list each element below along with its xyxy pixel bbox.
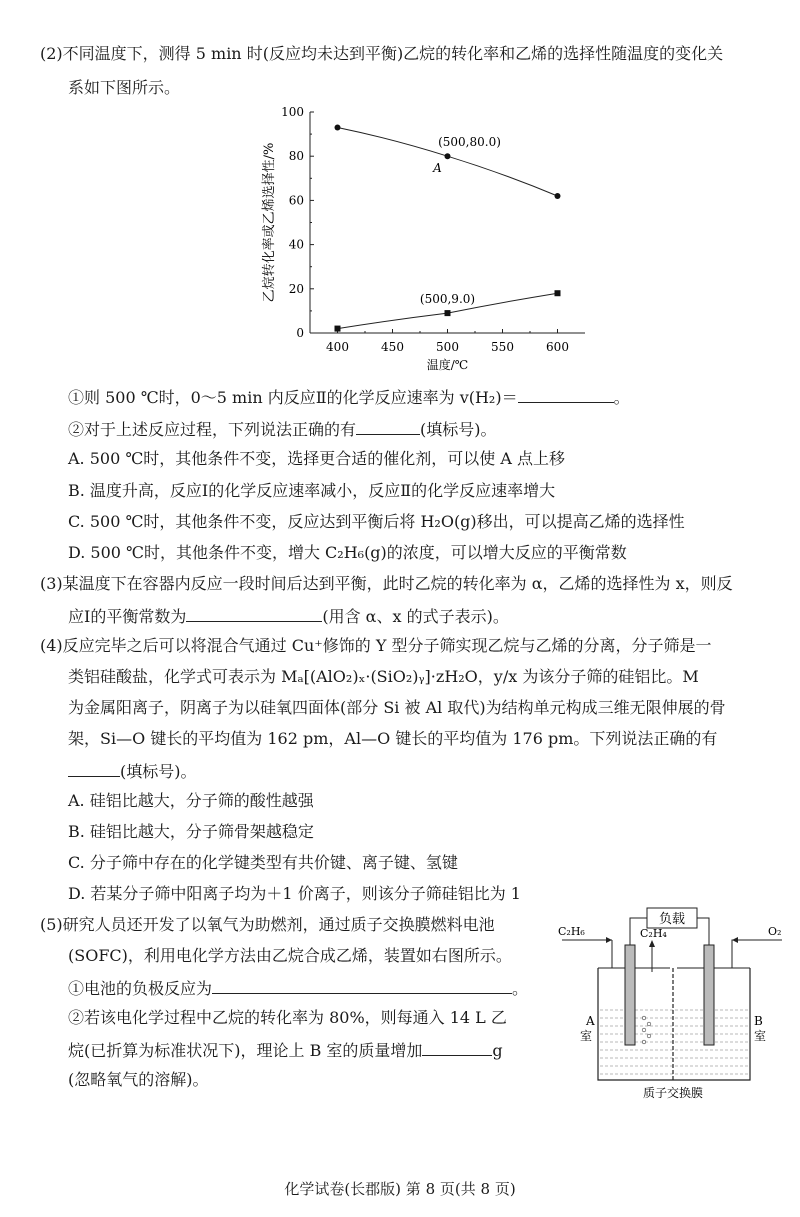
right-wire [697, 918, 709, 945]
o2-arrow [732, 937, 738, 943]
q5-sub1-answer-blank[interactable] [212, 975, 512, 994]
x-tick-label: 500 [436, 340, 459, 354]
data-point-square [445, 310, 451, 316]
room-a-letter: A [586, 1014, 595, 1028]
electrode-a [625, 945, 635, 1045]
chart-ticks [281, 105, 569, 354]
q2-sub1-answer-blank[interactable] [518, 384, 614, 403]
q5-sub2-text: 烷(已折算为标准状况下)，理论上 B 室的质量增加 [68, 1041, 423, 1060]
c2h6-label: C₂H₆ [558, 925, 585, 938]
annotation-conversion-coords: (500,9.0) [419, 292, 476, 307]
q5-sub2-line3: (忽略氧气的溶解)。 [68, 1070, 209, 1089]
y-tick-label: 40 [288, 237, 304, 252]
y-axis-title: 乙烷转化率或乙烯选择性/% [262, 142, 277, 303]
y-tick-label: 0 [296, 326, 304, 340]
q3-end: (用含 α、x 的式子表示)。 [322, 607, 509, 626]
q2-sub1-end: 。 [613, 388, 630, 407]
q4-option-c: C. 分子筛中存在的化学键类型有共价键、离子键、氢键 [68, 853, 458, 872]
q2-option-b: B. 温度升高，反应Ⅰ的化学反应速率减小，反应Ⅱ的化学反应速率增大 [68, 481, 556, 500]
y-tick-label: 80 [288, 149, 304, 164]
x-tick-label: 550 [491, 340, 514, 354]
x-axis-title: 温度/℃ [426, 358, 469, 372]
electrode-b [704, 945, 714, 1045]
q4-stem-line4: 架，Si—O 键长的平均值为 162 pm，Al—O 键长的平均值为 176 pm。下列说法正确的有 [68, 729, 718, 748]
data-point-square [335, 326, 341, 332]
q2-option-d: D. 500 ℃时，其他条件不变，增大 C₂H₆(g)的浓度，可以增大反应的平衡常数 [68, 543, 627, 562]
q5-sub1-text: ①电池的负极反应为 [68, 979, 213, 998]
q3-answer-blank[interactable] [186, 603, 322, 622]
q2-sub2-text: ②对于上述反应过程，下列说法正确的有 [68, 420, 357, 439]
load-label: 负载 [658, 912, 686, 927]
c2h4-arrow [649, 940, 655, 947]
q2-sub2-answer-blank[interactable] [356, 416, 420, 435]
q4-answer-blank[interactable] [68, 758, 120, 777]
q5-stem-line2: (SOFC)，利用电化学方法由乙烷合成乙烯，装置如右图所示。 [68, 946, 512, 965]
room-b-letter: B [754, 1014, 763, 1028]
q2-stem-line1: (2)不同温度下，测得 5 min 时(反应均未达到平衡)乙烷的转化率和乙烯的选择性随温度的变化关 [40, 44, 724, 63]
x-tick-label: 400 [326, 340, 349, 354]
q2-stem-line2: 系如下图所示。 [68, 78, 181, 97]
q2-option-a: A. 500 ℃时，其他条件不变，选择更合适的催化剂，可以使 A 点上移 [68, 449, 565, 468]
q5-sub2-answer-blank[interactable] [422, 1037, 492, 1056]
q5-sub1-end: 。 [512, 979, 529, 998]
annotation-point-a-coords: (500,80.0) [438, 135, 501, 150]
q2-option-c: C. 500 ℃时，其他条件不变，反应达到平衡后将 H₂O(g)移出，可以提高乙烯的选择性 [68, 512, 685, 531]
q3-text: 应Ⅰ的平衡常数为 [68, 607, 187, 626]
conversion-selectivity-chart [255, 100, 600, 375]
y-tick-label: 60 [288, 193, 304, 208]
c2h4-label: C₂H₄ [640, 927, 667, 940]
q2-sub1 [68, 384, 630, 410]
q4-stem-line3: 为金属阳离子，阴离子为以硅氧四面体(部分 Si 被 Al 取代)为结构单元构成三维无限伸展的骨 [68, 698, 726, 717]
data-point-circle [445, 153, 451, 159]
q5-sub1 [68, 975, 528, 1001]
q4-option-b: B. 硅铝比越大，分子筛骨架越稳定 [68, 822, 314, 841]
q2-sub1-text: ①则 500 ℃时，0～5 min 内反应Ⅱ的化学反应速率为 v(H₂)＝ [68, 388, 518, 407]
q3-stem-line2 [68, 603, 509, 629]
o2-inlet [732, 940, 782, 968]
cell-container [598, 968, 750, 1080]
q2-sub2 [68, 416, 497, 442]
q4-end: (填标号)。 [120, 762, 197, 781]
data-point-square [555, 290, 561, 296]
fuel-cell-diagram [552, 900, 792, 1100]
c2h6-arrow [606, 937, 612, 943]
room-a-label: 室 [580, 1029, 593, 1043]
o2-label: O₂ [768, 925, 782, 938]
data-point-circle [335, 124, 341, 130]
q4-stem-line2: 类铝硅酸盐，化学式可表示为 Mₐ[(AlO₂)ₓ·(SiO₂)ᵧ]·zH₂O，y/x 为该分子筛的硅铝比。M [68, 667, 699, 686]
bubbles [642, 1016, 651, 1044]
membrane-label: 质子交换膜 [642, 1086, 704, 1100]
y-tick-label: 20 [288, 281, 304, 296]
q5-sub2-line2 [68, 1037, 503, 1063]
x-tick-label: 600 [546, 340, 569, 354]
page-footer: 化学试卷(长郡版) 第 8 页(共 8 页) [284, 1180, 516, 1198]
data-point-circle [555, 193, 561, 199]
q4-stem-line1: (4)反应完毕之后可以将混合气通过 Cu⁺修饰的 Y 型分子筛实现乙烷与乙烯的分离，分子筛是一 [40, 636, 712, 655]
annotation-point-a-letter: A [433, 161, 442, 176]
q4-option-d: D. 若某分子筛中阳离子均为＋1 价离子，则该分子筛硅铝比为 1 [68, 884, 521, 903]
q4-option-a: A. 硅铝比越大，分子筛的酸性越强 [68, 791, 314, 810]
q3-stem-line1: (3)某温度下在容器内反应一段时间后达到平衡，此时乙烷的转化率为 α，乙烯的选择性为 x，则反 [40, 574, 733, 593]
q4-stem-line5 [68, 758, 197, 784]
electrolyte [600, 1010, 748, 1074]
q2-sub2-end: (填标号)。 [420, 420, 497, 439]
q5-sub2-line1: ②若该电化学过程中乙烷的转化率为 80%，则每通入 14 L 乙 [68, 1008, 507, 1027]
q5-sub2-unit: g [492, 1041, 503, 1060]
q5-stem-line1: (5)研究人员还开发了以氧气为助燃剂，通过质子交换膜燃料电池 [40, 915, 495, 934]
room-b-label: 室 [754, 1029, 767, 1043]
y-tick-label: 100 [281, 105, 304, 119]
x-tick-label: 450 [381, 340, 404, 354]
